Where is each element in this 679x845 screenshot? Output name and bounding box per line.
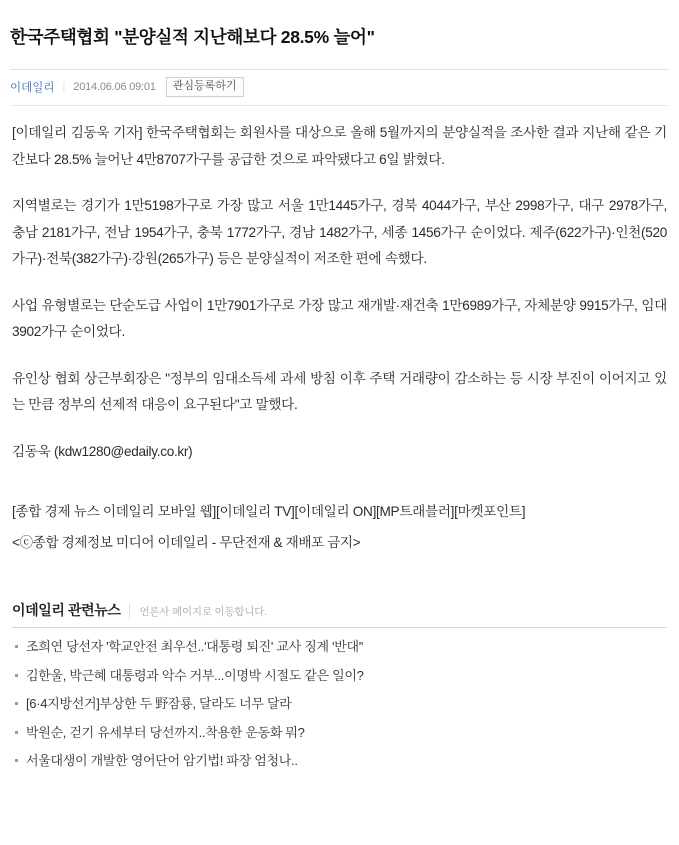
subscribe-button[interactable]: 관심등록하기 bbox=[166, 77, 244, 97]
article-paragraph: 유인상 협회 상근부회장은 "정부의 임대소득세 과세 방침 이후 주택 거래량이 감소하는 등 시장 부진이 이어지고 있는 만큼 정부의 선제적 대응이 요구된다"고 말했다. bbox=[12, 370, 667, 413]
footer-links[interactable]: [종합 경제 뉴스 이데일리 모바일 웹][이데일리 TV][이데일리 ON][MP트래블러][마켓포인트] bbox=[12, 504, 526, 520]
press-name[interactable]: 이데일리 bbox=[10, 82, 55, 95]
related-news-section bbox=[8, 556, 671, 771]
list-item[interactable]: 김한울, 박근혜 대통령과 악수 거부...이명박 시절도 같은 일이? bbox=[12, 666, 667, 686]
list-item[interactable]: 박원순, 걷기 유세부터 당선까지..착용한 운동화 뭐? bbox=[12, 723, 667, 743]
publish-date: 2014.06.06 09:01 bbox=[73, 81, 156, 94]
page-title: 한국주택협회 "분양실적 지난해보다 28.5% 늘어" bbox=[10, 26, 375, 47]
copyright-notice: <ⓒ종합 경제정보 미디어 이데일리 - 무단전재 & 재배포 금지> bbox=[12, 534, 361, 550]
article-paragraph: 사업 유형별로는 단순도급 사업이 1만7901가구로 가장 많고 재개발·재건축 1만6989가구, 자체분양 9915가구, 임대 3902가구 순이었다. bbox=[12, 297, 667, 340]
reporter-byline: 김동욱 (kdw1280@edaily.co.kr) bbox=[12, 443, 193, 459]
article-body bbox=[8, 106, 671, 556]
list-item[interactable]: 조희연 당선자 '학교안전 최우선..'대통령 퇴진' 교사 징계 '반대'' bbox=[12, 637, 667, 657]
article-meta bbox=[8, 70, 671, 105]
article-paragraph: 지역별로는 경기가 1만5198가구로 가장 많고 서울 1만1445가구, 경북 4044가구, 부산 2998가구, 대구 2978가구, 충남 2181가구, 전남 1954가구, 충북 1772가구, 경남 1482가구, 세종 1456가구 순이었다. 제주(622가구)·인천(520가구)·전북(382가구)·강원(265가구) 등은 분양실적이 저조한 편에 속했다. bbox=[12, 198, 667, 267]
related-news-note: 언론사 페이지로 이동합니다. bbox=[129, 604, 266, 619]
list-item[interactable]: 서울대생이 개발한 영어단어 암기법! 파장 엄청나.. bbox=[12, 751, 667, 771]
meta-separator: | bbox=[62, 81, 66, 94]
related-news-header bbox=[12, 600, 667, 627]
article-paragraph: [이데일리 김동욱 기자] 한국주택협회는 회원사를 대상으로 올해 5월까지의 분양실적을 조사한 결과 지난해 같은 기간보다 28.5% 늘어난 4만8707가구를 공급한 것으로 파악됐다고 6일 밝혔다. bbox=[12, 125, 667, 167]
related-divider bbox=[12, 627, 667, 628]
related-news-list bbox=[12, 637, 667, 771]
related-news-title: 이데일리 관련뉴스 bbox=[12, 602, 121, 619]
list-item[interactable]: [6·4지방선거]부상한 두 野잠룡, 달라도 너무 달라 bbox=[12, 694, 667, 714]
